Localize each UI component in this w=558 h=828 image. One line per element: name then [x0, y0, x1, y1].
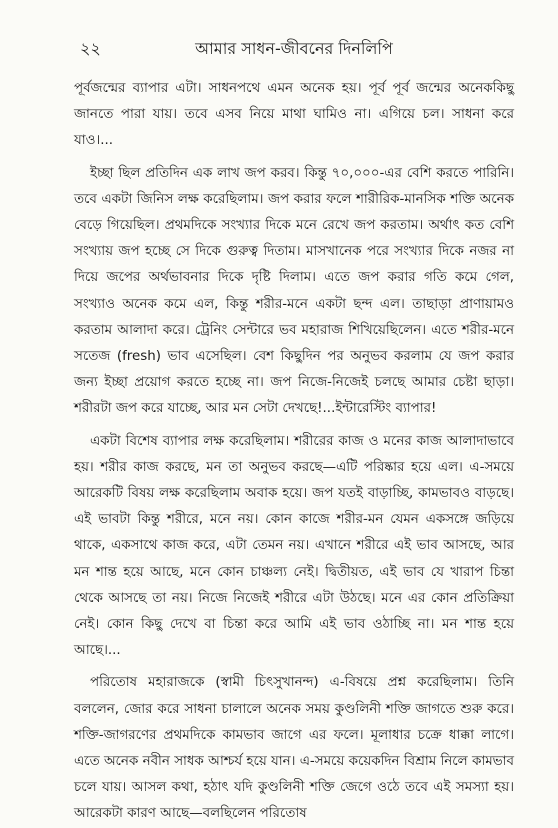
paragraph: পূর্বজন্মের ব্যাপার এটা। সাধনপথে এমন অনেক হয়। পূর্ব পূর্ব জন্মের অনেককিছু জানতে পারা যায়। তবে এসব নিয়ে মাথা ঘামিও না। এগিয়ে চল। সাধনা করে যাও।...: [74, 81, 514, 149]
page-number: ২২: [80, 39, 101, 58]
paragraph: একটা বিশেষ ব্যাপার লক্ষ করেছিলাম। শরীরের কাজ ও মনের কাজ আলাদাভাবে হয়। শরীর কাজ করছে, মন তা অনুভব করছে—এটি পরিষ্কার হয়ে এল। এ-সময়ে আরেকটি বিষয় লক্ষ করেছিলাম অবাক হয়ে। জপ যতই বাড়াচ্ছি, কামভাবও বাড়ছে। এই ভাবটা কিন্তু শরীরে, মনে নয়। কোন কাজে শরীর-মন যেমন একসঙ্গে জড়িয়ে থাকে, একসাথে কাজ করে, এটা তেমন নয়। এখানে শরীরে এই ভাব আসছে, আর মন শান্ত হয়ে আছে, মনে কোন চাঞ্চল্য নেই। দ্বিতীয়ত, এই ভাব যে খারাপ চিন্তা থেকে আসছে তা নয়। নিজে নিজেই শরীরে এটা উঠছে। মনে এর কোন প্রতিক্রিয়া নেই। কোন কিছু দেখে বা চিন্তা করে আমি এই ভাব ওঠাচ্ছি না। মন শান্ত হয়ে আছে।...: [74, 433, 514, 659]
body-text: [74, 76, 514, 828]
page-header: [74, 36, 514, 64]
paragraph: ইচ্ছা ছিল প্রতিদিন এক লাখ জপ করব। কিন্তু ৭০,০০০-এর বেশি করতে পারিনি। তবে একটা জিনিস লক্ষ করেছিলাম। জপ করার ফলে শারীরিক-মানসিক শক্তি অনেক বেড়ে গিয়েছিল। প্রথমদিকে সংখ্যার দিকে মনে রেখে জপ করতাম। অর্থাৎ কত বেশি সংখ্যায় জপ হচ্ছে সে দিকে গুরুত্ব দিতাম। মাসখানেক পরে সংখ্যার দিকে নজর না দিয়ে জপের অর্থভাবনার দিকে দৃষ্টি দিলাম। এতে জপ করার গতি কমে গেল, সংখ্যাও অনেক কমে এল, কিন্তু শরীর-মনে একটা ছন্দ এল। তাছাড়া প্রাণায়ামও করতাম আলাদা করে। ট্রেনিং সেন্টারে ভব মহারাজ শিখিয়েছিলেন। এতে শরীর-মনে সতেজ (fresh) ভাব এসেছিল। বেশ কিছুদিন পর অনুভব করলাম যে জপ করার জন্য ইচ্ছা প্রয়োগ করতে হচ্ছে না। জপ নিজে-নিজেই চলছে আমার চেষ্টা ছাড়া। শরীরটা জপ করে যাচ্ছে, আর মন সেটা দেখছে!...ইন্টারেস্টিং ব্যাপার!: [74, 165, 514, 417]
paragraph: পরিতোষ মহারাজকে (স্বামী চিৎসুখানন্দ) এ-বিষয়ে প্রশ্ন করেছিলাম। তিনি বললেন, জোর করে সাধনা চালালে অনেক সময় কুণ্ডলিনী শক্তি জাগতে শুরু করে। শক্তি-জাগরণের প্রথমদিকে কামভাব জাগে এর ফলে। মূলাধার চক্রে ধাক্কা লাগে। এতে অনেক নবীন সাধক আশ্চর্য হয়ে যান। এ-সময়ে কয়েকদিন বিশ্রাম নিলে কামভাব চলে যায়। আসল কথা, হঠাৎ যদি কুণ্ডলিনী শক্তি জেগে ওঠে তবে এই সমস্যা হয়। আরেকটা কারণ আছে—বলছিলেন পরিতোষ: [74, 675, 514, 822]
running-head-title: আমার সাধন-জীবনের দিনলিপি: [195, 39, 393, 58]
